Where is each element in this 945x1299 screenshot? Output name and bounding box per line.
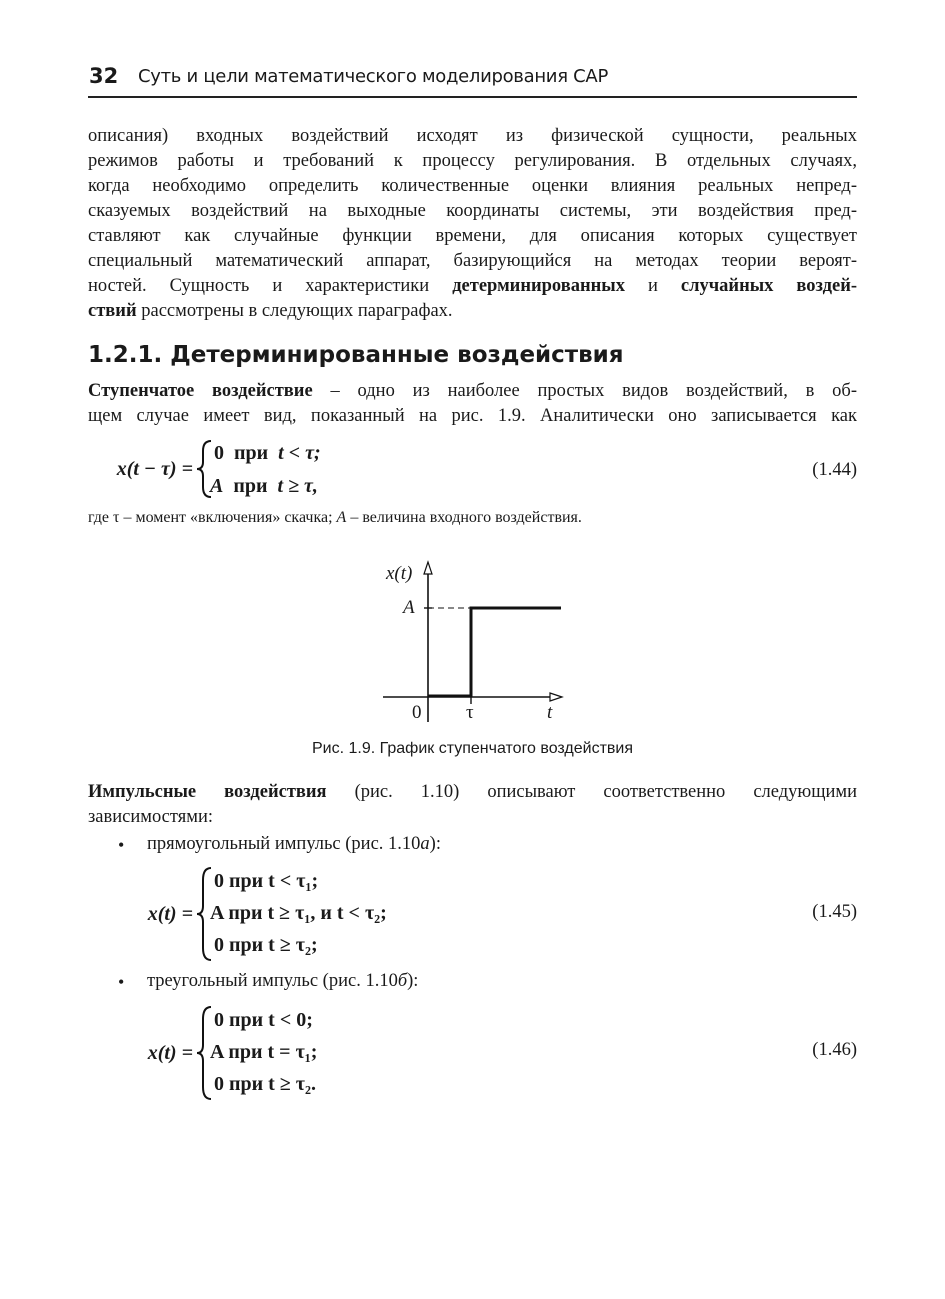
kw: при bbox=[233, 475, 268, 497]
y-axis-arrow bbox=[424, 562, 432, 574]
step-line bbox=[428, 608, 561, 696]
page-number: 32 bbox=[89, 64, 119, 88]
text: ): bbox=[429, 834, 441, 854]
text-line: зависимостями: bbox=[88, 807, 213, 827]
equation-number: (1.44) bbox=[812, 460, 857, 480]
text-line: режимов работы и требований к процессу регулирования. В отдельных случаях, bbox=[88, 151, 857, 171]
equation-number: (1.46) bbox=[812, 1040, 857, 1060]
x-axis-label: t bbox=[547, 702, 553, 723]
equation-case: 0 при t < τ₁; bbox=[214, 870, 319, 892]
y-axis-label: x(t) bbox=[386, 563, 413, 584]
equation-lhs bbox=[148, 902, 193, 926]
term-deterministic: детерминированных bbox=[452, 276, 625, 296]
text: б bbox=[397, 971, 408, 991]
lhs: x(t) = bbox=[147, 1042, 193, 1064]
tau-label: τ bbox=[466, 702, 474, 723]
text: ): bbox=[407, 971, 419, 991]
equation-number: (1.45) bbox=[812, 902, 857, 922]
equation-case: A при t = τ₁; bbox=[210, 1041, 318, 1063]
x-axis-arrow bbox=[550, 693, 562, 701]
section-heading: 1.2.1. Детерминированные воздействия bbox=[88, 342, 624, 368]
bullet-icon: • bbox=[118, 835, 125, 855]
text: треугольный импульс (рис. 1.10 bbox=[147, 971, 398, 991]
equation-lhs bbox=[148, 1041, 193, 1065]
figure-caption: Рис. 1.9. График ступенчатого воздействия bbox=[311, 740, 634, 757]
text-line: специальный математический аппарат, базирующийся на методах теории вероят- bbox=[88, 251, 857, 271]
text-line: щем случае имеет вид, показанный на рис. 1.9. Аналитически оно записывается как bbox=[88, 406, 857, 426]
v: 0 bbox=[214, 442, 224, 464]
term-random-cont: ствий bbox=[88, 301, 137, 321]
text: – величина входного воздействия. bbox=[346, 509, 582, 526]
equation-case: 0 при t ≥ τ₂. bbox=[214, 1073, 317, 1095]
kw: при bbox=[234, 442, 269, 464]
v: A bbox=[210, 475, 224, 497]
text: – одно из наиболее простых видов воздействий, в об- bbox=[312, 381, 857, 401]
text-line bbox=[88, 780, 857, 805]
term-step: Ступенчатое воздействие bbox=[88, 381, 313, 401]
text: A bbox=[336, 509, 347, 526]
text: прямоугольный импульс (рис. 1.10 bbox=[147, 834, 421, 854]
text-line: описания) входных воздействий исходят из физической сущности, реальных bbox=[88, 126, 857, 146]
lhs: x(t − τ) = bbox=[116, 458, 193, 480]
text: ностей. Сущность и характеристики bbox=[88, 276, 453, 296]
running-title: Суть и цели математического моделирования САР bbox=[138, 66, 608, 87]
text: (рис. 1.10) описывают соответственно следующими bbox=[326, 782, 857, 802]
bullet-icon: • bbox=[118, 972, 125, 992]
equation-case: 0 при t < 0; bbox=[214, 1009, 313, 1031]
text-line: сказуемых воздействий на выходные координаты системы, эти воздействия пред- bbox=[88, 201, 857, 221]
bullet-text bbox=[147, 833, 441, 855]
level-label: A bbox=[403, 597, 415, 618]
text: и bbox=[647, 276, 681, 296]
lhs: x(t) = bbox=[147, 903, 193, 925]
text: а bbox=[420, 834, 430, 854]
text: рассмотрены в следующих параграфах. bbox=[136, 301, 453, 321]
term-random: случайных воздей- bbox=[680, 276, 858, 296]
cond: t < τ; bbox=[278, 442, 321, 464]
cond: t ≥ τ, bbox=[277, 475, 318, 497]
text-line: ставляют как случайные функции времени, для описания которых существует bbox=[88, 226, 857, 246]
equation-case: A при t ≥ τ₁, и t < τ₂; bbox=[210, 902, 387, 924]
equation-case: 0 при t ≥ τ₂; bbox=[214, 934, 318, 956]
origin-label: 0 bbox=[412, 702, 422, 723]
text-line: когда необходимо определить количественные оценки влияния реальных непред- bbox=[88, 176, 857, 196]
term-impulse: Импульсные воздействия bbox=[88, 782, 327, 802]
bullet-text bbox=[147, 970, 418, 992]
text: где τ – момент «включения» скачка; bbox=[88, 509, 337, 526]
